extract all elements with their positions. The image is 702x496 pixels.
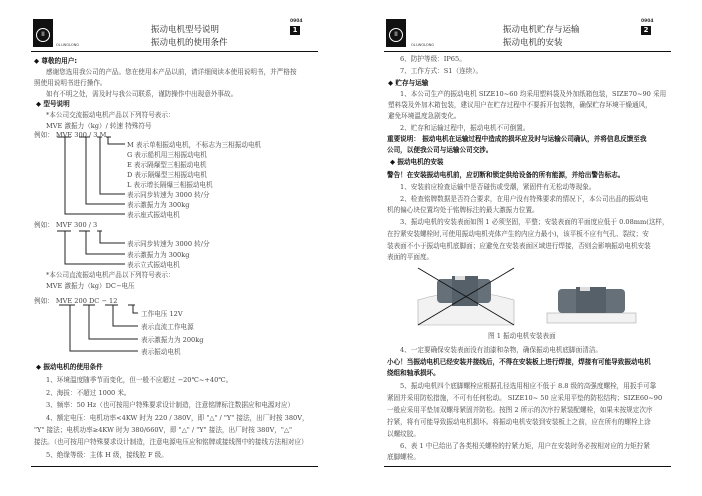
doc-code: 0904 [290,19,303,24]
text-line: 6、防护等级：IP65。 [400,55,466,63]
text-line: 例如： MVF 300 / 3 [34,221,98,229]
text-line: 表示激振力为 200kg [141,336,204,344]
text-line: E 表示隔爆型三相振动电机 [127,161,207,169]
doc-code: 0904 [641,19,654,24]
heading: ◆ 型号说明 [36,100,70,108]
title-line: 振动电机的安装 [503,38,563,48]
text-line: 7、工作方式：S1（连续）。 [400,67,483,75]
text-line: 表示激振力为 300kg [127,251,190,259]
text-line: *本公司交流振动电机产品以下列符号表示： [46,111,175,119]
heading: 警告！在安装振动电机前，应切断和锁定供给设备的所有能源，并给出警告标志。 [387,171,625,179]
text-line: 1、本公司生产的振动电机 SIZE10~60 均采用塑料袋及外加纸箱包装，SIZE70~90 采用 [400,90,667,98]
heading: ◆ 贮存与运输 [388,79,429,87]
text-line: 3、频率：50 Hz（也可按用户特殊要求设计制造，注意铭牌标注数据应和电源对应） [46,401,295,409]
text-line: 避免环境温度急剧变化。 [388,112,461,120]
title-line: 振动电机的使用条件 [151,38,228,48]
text-line: 表示同步转速为 3000 转/分 [127,240,210,248]
text-line: 接法。（也可按用户特殊要求设计制造，注意电源电压应和铭牌或接线图中的接线方法相对应） [34,438,308,446]
text-line: M 表示单相振动电机，不标志为三相振动电机 [127,141,262,149]
text-line: 3、振动电机的安装表面如图 1 必须坚固，平整；安装表面的平面度应低于 0.08mm(这样， [400,218,669,226]
text-line: 4、一定要确保安装表面没有油漆和杂物，确保振动电机底脚面清洁。 [400,346,603,354]
text-line: 5、振动电机四个底脚螺栓应根据孔径选用相应不低于 8.8 级的高强度螺栓，用扳手可靠 [400,382,657,390]
text-line: MVE 激振力（kg）/ 转速 特殊符号 [46,122,152,130]
text-line: 装表面不小于振动电机底脚面；应避免在安装表面区域进行焊接，否则会影响振动电机安装 [387,242,651,250]
text-line: 1、安装前应检查运输中是否碰伤或受潮，紧固件有无松动等现象。 [400,183,596,191]
text-line: MVE 激振力（kg）DC−电压 [46,282,135,290]
text-line: 表面的平面度。 [387,253,434,261]
text-line: 表示激振力为 300kg [127,201,190,209]
text-line: 2、贮存和运输过程中，振动电机不可倒置。 [400,124,530,132]
text-line: 拧紧，将有可能导致振动电机损坏。将振动电机安装到安装板上之前，应在所有的螺栓上涂 [387,418,651,426]
text-line: 底脚螺栓。 [387,453,420,461]
logo-mark-icon: II [36,28,50,42]
text-line: 例如： MVE 300 / 3 M [34,131,107,139]
text-line: 感谢您选用我公司的产品。您在使用本产品以前，请详细阅读本使用说明书，并严格按 [46,68,297,76]
text-line: 照使用说明书进行操作。 [34,79,107,87]
heading: ◆ 振动电机的安装 [390,158,444,166]
text-line: G 表示船机用三相振动电机 [127,151,207,159]
heading: 重要说明： 振动电机在运输过程中造成的损坏应及时与运输公司确认，并将信息反馈至我 [387,135,647,143]
page-number: 2 [641,26,651,35]
figure-correct-mounting [547,287,636,323]
text-line: 表示直流工作电源 [141,323,194,331]
text-line: 表示同步转速为 3000 转/分 [127,191,210,199]
text-line: D 表示隔爆型三相振动电机 [127,171,207,179]
heading: 小心！当振动电机已经安装并接线后，不得在安装板上进行焊接，焊接有可能导致振动电机 [387,358,651,366]
text-line: 2、海拔：不超过 1000 米。 [46,389,131,397]
text-line: 机的偏心块位置均处于铭牌标注的最大激振力位置。 [387,206,539,214]
heading: 绕组和轴承损坏。 [387,369,440,377]
text-line: 1、环境温度随季节而变化，但一般不应超过 −20℃~+40℃。 [46,376,233,384]
text-line: 6、表 1 中已给出了各类相关螺栓的拧紧力矩，用户在安装时务必按相对应的力矩拧紧 [400,442,650,450]
heading: ◆ 振动电机的使用条件 [36,363,103,371]
text-line: 4、额定电压：电机功率<4KW 时为 220 / 380V，即 "△" / "Y" 接法，出厂时按 380V， [46,414,309,422]
text-line: 表示振动电机 [141,348,181,356]
text-line: 例如： MVE 200 DC − 12 [34,297,118,305]
brand-name: OLI-WOLONG [56,43,79,47]
text-line: 表示立式振动电机 [127,261,180,269]
heading: ◆ 尊敬的用户: [34,57,77,65]
text-line: 一般应采用平垫加双螺母紧固并防松。按图 2 所示的次序拧紧装配螺栓，如果未按规定次序 [387,406,653,414]
text-line: 2、检查铭牌数据是否符合要求，在用户没有特殊要求的情况下，本公司出品的振动电 [400,195,649,203]
text-line: 5、绝缘等级：主体 H 级，接线腔 F 级。 [46,451,168,459]
heading: 公司，以便我公司与运输公司交涉。 [387,146,493,154]
title-line: 振动电机贮存与运输 [503,25,580,35]
figure-incorrect-mounting [418,268,514,325]
text-line: 塑料袋及外加木箱包装，建议用户在贮存过程中不要拆开包装物，确保贮存环境干燥通风， [388,101,652,109]
brand-name: OLI-WOLONG [411,43,434,47]
text-line: 工作电压 12V [141,310,183,318]
text-line: 表示座式振动电机 [127,211,180,219]
logo-mark-icon: II [389,28,403,42]
text-line: "Y" 接法；电机功率≥4KW 时为 380/660V，即 "△" / "Y" 接法，出厂时按 380V，"△" [34,426,293,434]
title-line: 振动电机型号说明 [151,25,220,35]
page-number: 1 [290,26,300,35]
text-line: 紧固并采用防松措施，不可有任何松动。 SIZE10~ 50 应采用平垫的防松结构；SIZE60~90 [387,394,663,402]
text-line: 图 1 振动电机安装表面 [488,332,556,340]
text-line: *本公司直流振动电机产品以下列符号表示： [46,271,175,279]
text-line: L 表示增长隔爆三相振动电机 [127,181,213,189]
text-line: 以螺纹胶。 [387,430,420,438]
text-line: 在拧紧安装螺栓时,可使用振动电机壳体产生的内应力最小)，该平板不应有气孔、裂纹；安 [387,230,649,238]
text-line: 如有不明之处，需及时与我公司联系，谨防操作中出现意外事故。 [46,90,238,98]
